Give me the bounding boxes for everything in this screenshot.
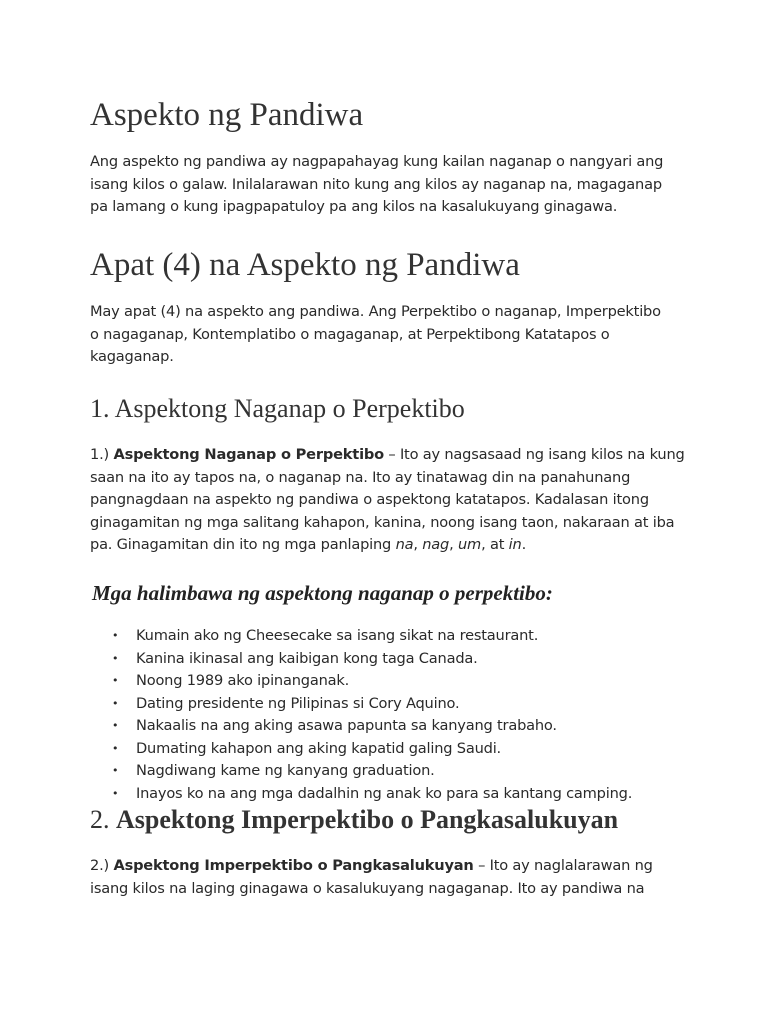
affix-in: in <box>508 536 522 553</box>
list-item-text: Inayos ko na ang mga dadalhin ng anak ko para sa kantang camping. <box>136 784 633 802</box>
list-item <box>112 738 632 761</box>
bullet-icon: • <box>112 629 119 642</box>
list-item <box>112 625 632 648</box>
item-number: 2.) <box>90 857 110 874</box>
examples-heading: Mga halimbawa ng aspektong naganap o perpektibo: <box>92 581 553 605</box>
list-item <box>112 693 632 716</box>
naganap-line <box>90 444 685 467</box>
list-item-text: Nakaalis na ang aking asawa papunta sa kanyang trabaho. <box>136 717 557 734</box>
separator: , <box>449 536 458 553</box>
intro-line: Ang aspekto ng pandiwa ay nagpapahayag kung kailan naganap o nangyari ang <box>90 153 664 170</box>
bullet-icon: • <box>112 696 119 710</box>
list-item <box>112 670 632 693</box>
item-number: 1.) <box>90 446 110 463</box>
period: . <box>521 536 527 553</box>
list-item <box>112 715 632 738</box>
section-number: 2. <box>90 805 116 834</box>
definition-text: – Ito ay nagsasaad ng isang kilos na kung <box>383 446 685 463</box>
list-item-text: Dumating kahapon ang aking kapatid galing Saudi. <box>136 739 501 757</box>
bullet-icon: • <box>112 651 119 665</box>
section2-paragraph <box>90 301 682 369</box>
section2-line: kagaganap. <box>90 348 174 365</box>
naganap-line: saan na ito ay tapos na, o naganap na. Ito ay tinatawag din na panahunang <box>90 468 631 486</box>
section2-line: May apat (4) na aspekto ang pandiwa. Ang Perpektibo o naganap, Imperpektibo <box>90 303 661 320</box>
list-item <box>112 648 632 671</box>
section2-line: o nagaganap, Kontemplatibo o magaganap, at Perpektibong Katatapos o <box>90 325 610 343</box>
affix-nag: nag <box>422 536 450 553</box>
list-item <box>112 760 632 783</box>
bullet-icon: • <box>112 764 119 777</box>
naganap-line <box>90 534 682 557</box>
list-item-text: Noong 1989 ako ipinanganak. <box>136 672 350 689</box>
separator: , at <box>481 536 509 553</box>
bullet-icon: • <box>112 786 119 800</box>
section-heading-apat: Apat (4) na Aspekto ng Pandiwa <box>90 247 520 283</box>
imperpektibo-paragraph <box>90 855 682 900</box>
intro-line: isang kilos o galaw. Inilalarawan nito kung ang kilos ay naganap na, magaganap <box>90 175 662 193</box>
sentence-text: pa. Ginagamitan din ito ng mga panlaping <box>90 536 396 553</box>
imperpektibo-line: isang kilos na laging ginagawa o kasalukuyang nagaganap. Ito ay pandiwa na <box>90 879 645 897</box>
examples-list <box>112 625 632 805</box>
intro-paragraph <box>90 151 682 219</box>
definition-text: – Ito ay naglalarawan ng <box>473 857 653 874</box>
bullet-icon: • <box>112 719 119 732</box>
section-heading-naganap: 1. Aspektong Naganap o Perpektibo <box>90 394 465 423</box>
separator: , <box>413 536 423 553</box>
section-heading-imperpektibo <box>90 803 618 837</box>
list-item-text: Kumain ako ng Cheesecake sa isang sikat na restaurant. <box>136 627 539 644</box>
naganap-line: ginagamitan ng mga salitang kahapon, kanina, noong isang taon, nakaraan at iba <box>90 513 675 531</box>
list-item-text: Dating presidente ng Pilipinas si Cory Aquino. <box>136 694 460 712</box>
page-title: Aspekto ng Pandiwa <box>90 97 364 133</box>
bullet-icon: • <box>112 741 119 755</box>
term-bold: Aspektong Imperpektibo o Pangkasalukuyan <box>113 857 474 874</box>
imperpektibo-line <box>90 855 682 878</box>
naganap-paragraph <box>90 444 685 557</box>
list-item-text: Nagdiwang kame ng kanyang graduation. <box>136 762 435 779</box>
affix-um: um <box>458 536 482 553</box>
list-item <box>112 783 632 806</box>
intro-line: pa lamang o kung ipagpapatuloy pa ang kilos na kasalukuyang ginagawa. <box>90 198 618 215</box>
bullet-icon: • <box>112 674 119 687</box>
affix-na: na <box>395 536 414 553</box>
naganap-line: pangnagdaan na aspekto ng pandiwa o aspektong katatapos. Kadalasan itong <box>90 491 649 508</box>
section-title: Aspektong Imperpektibo o Pangkasalukuyan <box>116 805 619 834</box>
term-bold: Aspektong Naganap o Perpektibo <box>113 446 384 463</box>
list-item-text: Kanina ikinasal ang kaibigan kong taga Canada. <box>136 649 478 667</box>
